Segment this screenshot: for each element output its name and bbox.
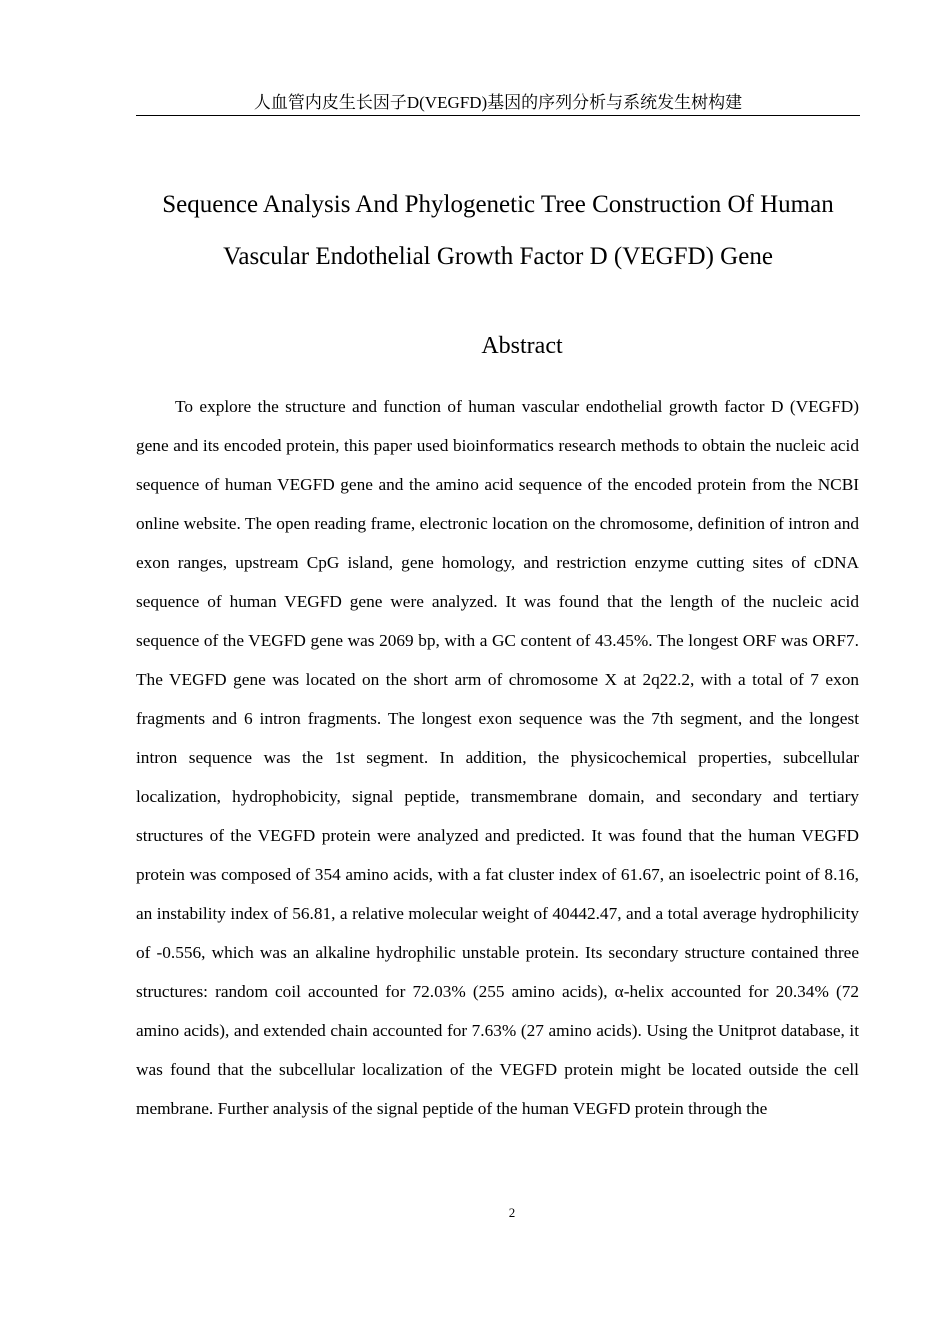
running-header: 人血管内皮生长因子D(VEGFD)基因的序列分析与系统发生树构建 (253, 93, 743, 112)
abstract-body: To explore the structure and function of human vascular endothelial growth factor D (VEGFD) gene and its encoded protein, this paper used bioinformatics research methods to obtain the nucleic acid sequence of human VEGFD gene and the amino acid sequence of the encoded protein from the NCBI online website. The open reading frame, electronic location on the chromosome, definition of intron and exon ranges, upstream CpG island, gene homology, and restriction enzyme cutting sites of cDNA sequence of human VEGFD gene were analyzed. It was found that the length of the nucleic acid sequence of the VEGFD gene was 2069 bp, with a GC content of 43.45%. The longest ORF was ORF7. The VEGFD gene was located on the short arm of chromosome X at 2q22.2, with a total of 7 exon fragments and 6 intron fragments. The longest exon sequence was the 7th segment, and the longest intron sequence was the 1st segment. In addition, the physicochemical properties, subcellular localization, hydrophobicity, signal peptide, transmembrane domain, and secondary and tertiary structures of the VEGFD protein were analyzed and predicted. It was found that the human VEGFD protein was composed of 354 amino acids, with a fat cluster index of 61.67, an isoelectric point of 8.16, an instability index of 56.81, a relative molecular weight of 40442.47, and a total average hydrophilicity of -0.556, which was an alkaline hydrophilic unstable protein. Its secondary structure contained three structures: random coil accounted for 72.03% (255 amino acids), α-helix accounted for 20.34% (72 amino acids), and extended chain accounted for 7.63% (27 amino acids). Using the Unitprot database, it was found that the subcellular localization of the VEGFD protein might be located outside the cell membrane. Further analysis of the signal peptide of the human VEGFD protein through the (136, 397, 859, 1118)
paper-title-line-1: Sequence Analysis And Phylogenetic Tree Construction Of Human (162, 191, 834, 218)
page-number: 2 (508, 1205, 516, 1220)
abstract-heading: Abstract (481, 333, 563, 359)
header-rule (136, 115, 860, 116)
paper-title (100, 179, 896, 283)
paper-title-line-2: Vascular Endothelial Growth Factor D (VEGFD) Gene (223, 243, 773, 270)
